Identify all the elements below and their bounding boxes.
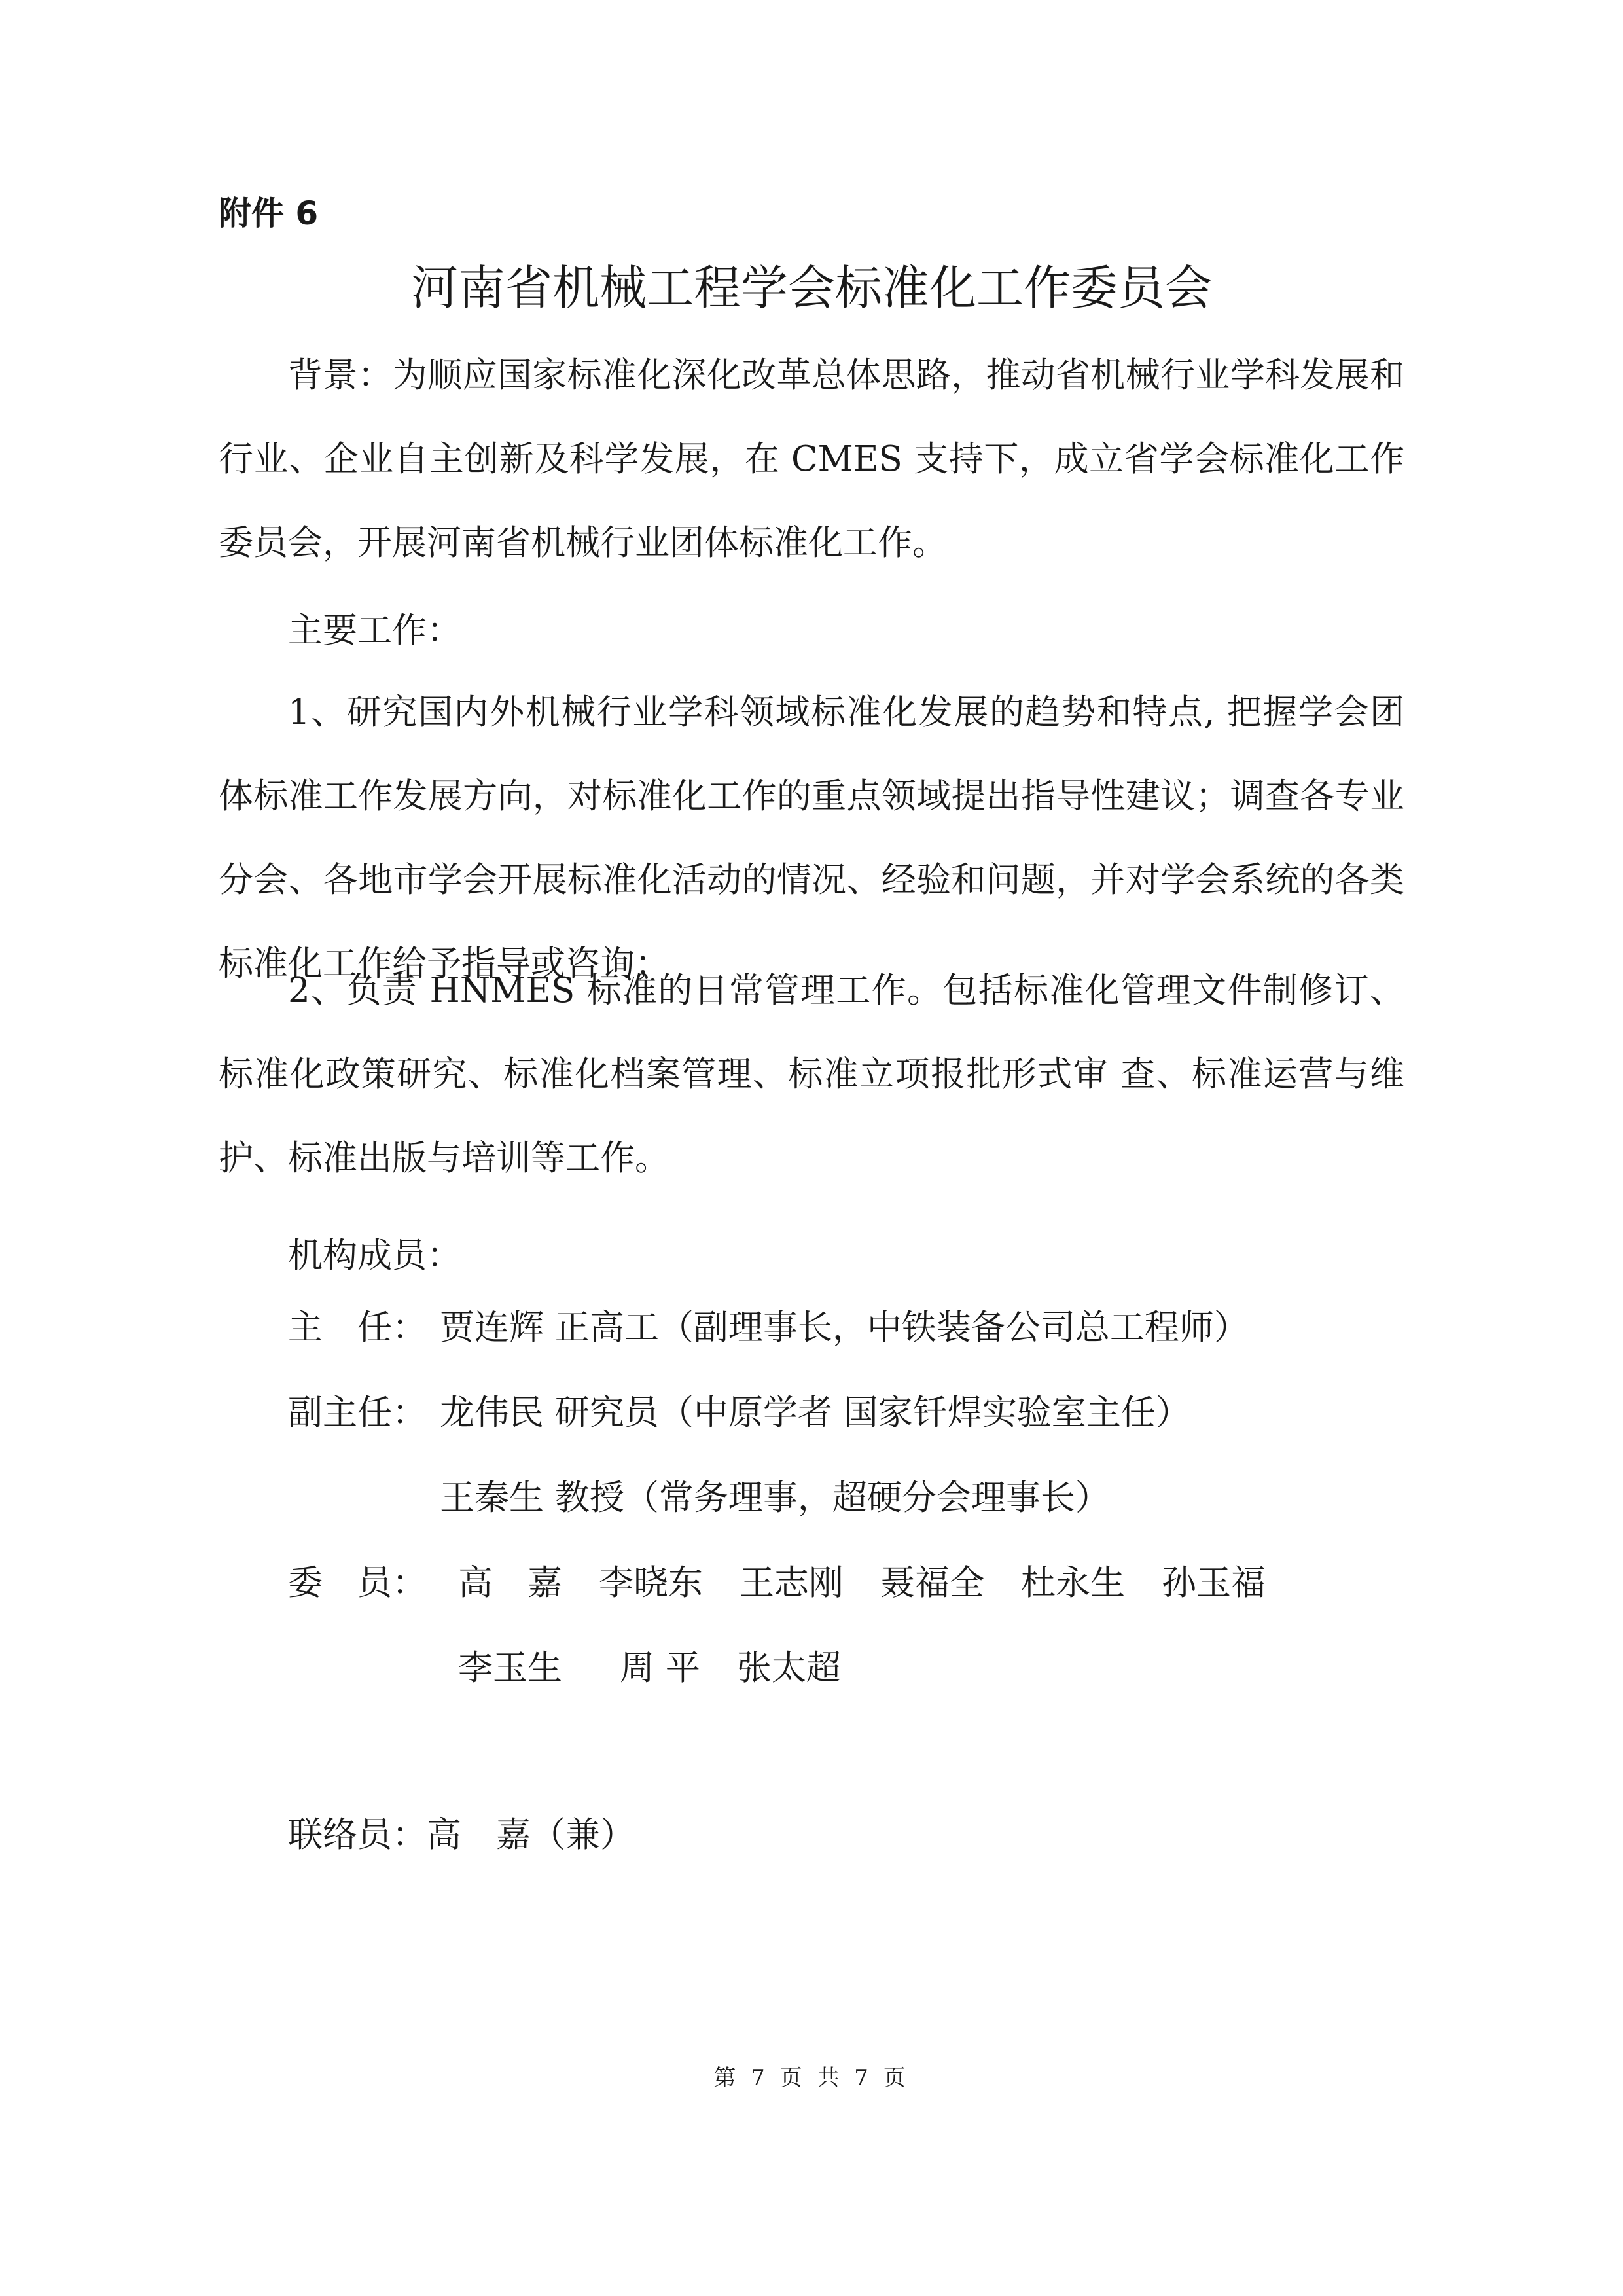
vice-chair-entry-2: 王秦生 教授（常务理事，超硬分会理事长） <box>440 1478 1110 1518</box>
main-work-heading: 主要工作： <box>288 611 461 651</box>
chair-text: 贾连辉 正高工（副理事长，中铁装备公司总工程师） <box>440 1308 1249 1348</box>
committee-member: 高 嘉 <box>458 1563 562 1603</box>
committee-row-1 <box>288 1541 1302 1625</box>
vice-chair-row-2 <box>440 1456 1110 1540</box>
committee-member: 周 平 <box>620 1648 700 1688</box>
work-item-2: 2、负责 HNMES 标准的日常管理工作。包括标准化管理文件制修订、标准化政策研究、标准化档案管理、标准立项报批形式审 查、标准运营与维护、标准出版与培训等工作。 <box>219 971 1404 1178</box>
vice-chair-row-1 <box>288 1371 1190 1455</box>
liaison-row <box>288 1793 635 1877</box>
document-title: 河南省机械工程学会标准化工作委员会 <box>410 260 1212 315</box>
chair-label: 主 任： <box>288 1308 427 1348</box>
committee-row-2 <box>458 1626 878 1710</box>
committee-label: 委 员： <box>288 1563 427 1603</box>
committee-member: 张太超 <box>736 1648 841 1688</box>
liaison-text: 高 嘉（兼） <box>427 1815 635 1855</box>
vice-chair-label: 副主任： <box>288 1393 427 1433</box>
members-heading: 机构成员： <box>288 1236 461 1276</box>
attachment-label: 附件 6 <box>219 194 319 232</box>
vice-chair-entry-1: 龙伟民 研究员（中原学者 国家钎焊实验室主任） <box>440 1393 1190 1433</box>
work-item-1: 1、研究国内外机械行业学科领域标准化发展的趋势和特点, 把握学会团体标准工作发展方向，对标准化工作的重点领域提出指导性建议；调查各专业分会、各地市学会开展标准化活动的情况、经验和问题，并对学会系统的各类标准化工作给予指导或咨询； <box>219 692 1404 984</box>
committee-member: 聂福全 <box>880 1563 984 1603</box>
committee-member: 孙玉福 <box>1162 1563 1266 1603</box>
committee-member: 李晓东 <box>599 1563 703 1603</box>
chair-row <box>288 1286 1249 1370</box>
background-paragraph: 背景：为顺应国家标准化深化改革总体思路，推动省机械行业学科发展和行业、企业自主创新及科学发展，在 CMES 支持下，成立省学会标准化工作委员会，开展河南省机械行业团体标准化工作。 <box>219 355 1404 563</box>
committee-member: 王志刚 <box>740 1563 844 1603</box>
page-number-footer: 第 7 页 共 7 页 <box>713 2065 910 2091</box>
committee-member: 李玉生 <box>458 1648 562 1688</box>
committee-member: 杜永生 <box>1021 1563 1125 1603</box>
liaison-label: 联络员： <box>288 1815 427 1855</box>
